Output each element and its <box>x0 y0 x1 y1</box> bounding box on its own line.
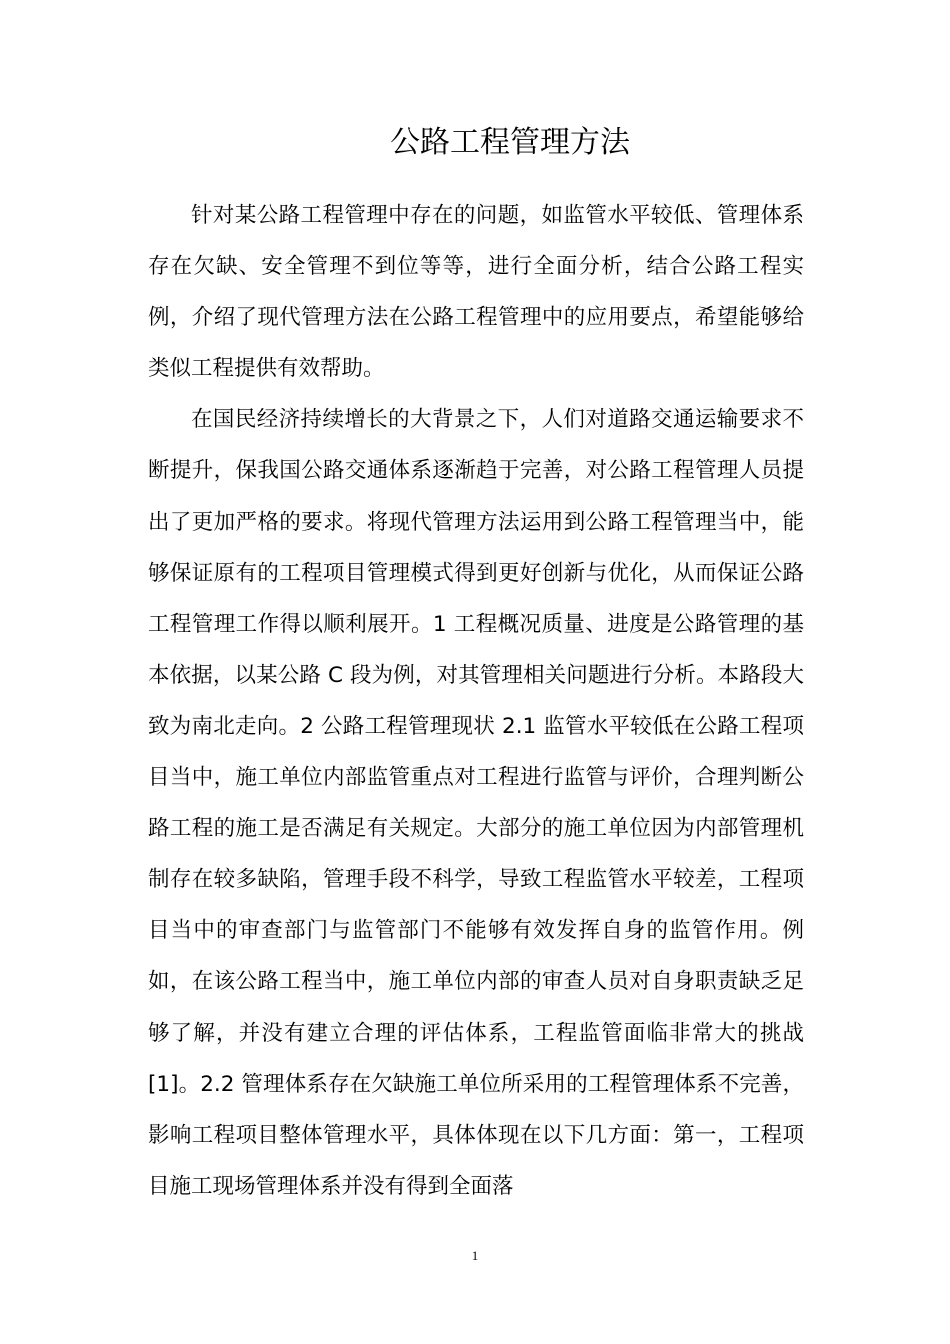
document-title: 公路工程管理方法 <box>390 125 630 160</box>
page-number: 1 <box>471 1248 479 1263</box>
document-body <box>148 190 804 1212</box>
paragraph-abstract: 针对某公路工程管理中存在的问题，如监管水平较低、管理体系存在欠缺、安全管理不到位等等，进行全面分析，结合公路工程实例，介绍了现代管理方法在公路工程管理中的应用要点，希望能够给类似工程提供有效帮助。 <box>148 203 804 382</box>
paragraph-main: 在国民经济持续增长的大背景之下，人们对道路交通运输要求不断提升，保我国公路交通体系逐渐趋于完善，对公路工程管理人员提出了更加严格的要求。将现代管理方法运用到公路工程管理当中，能够保证原有的工程项目管理模式得到更好创新与优化，从而保证公路工程管理工作得以顺利展开。1 工程概况质量、进度是公路管理的基本依据，以某公路 C 段为例，对其管理相关问题进行分析。本路段大致为南北走向。2 公路工程管理现状 2.1 监管水平较低在公路工程项目当中，施工单位内部监管重点对工程进行监管与评价，合理判断公路工程的施工是否满足有关规定。大部分的施工单位因为内部管理机制存在较多缺陷，管理手段不科学，导致工程监管水平较差，工程项目当中的审查部门与监管部门不能够有效发挥自身的监管作用。例如，在该公路工程当中，施工单位内部的审查人员对自身职责缺乏足够了解，并没有建立合理的评估体系，工程监管面临非常大的挑战[1]。2.2 管理体系存在欠缺施工单位所采用的工程管理体系不完善，影响工程项目整体管理水平，具体体现在以下几方面：第一，工程项目施工现场管理体系并没有得到全面落 <box>148 407 804 1199</box>
